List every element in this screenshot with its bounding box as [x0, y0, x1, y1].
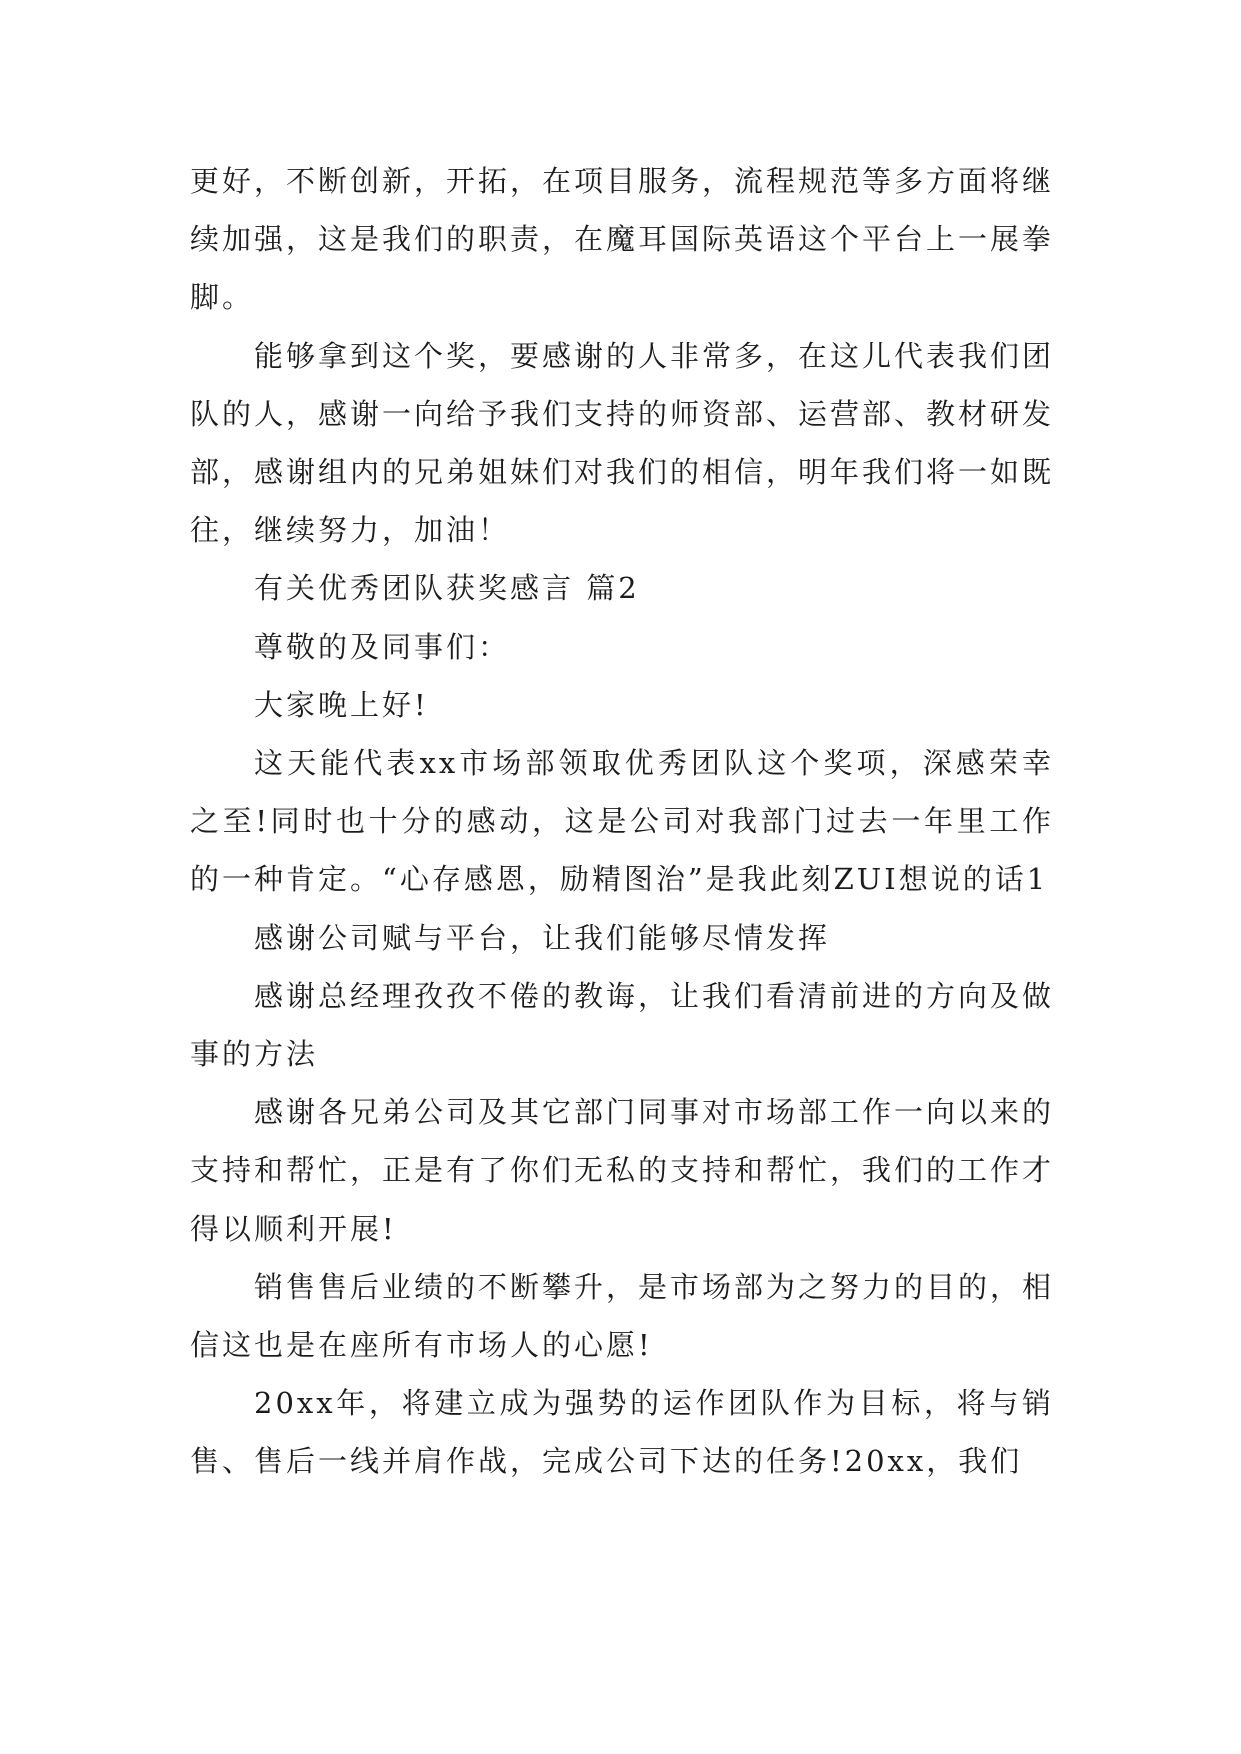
paragraph: 感谢公司赋与平台，让我们能够尽情发挥: [254, 920, 831, 955]
greeting: 大家晚上好!: [254, 687, 429, 722]
salutation: 尊敬的及同事们：: [254, 629, 511, 664]
paragraph: 20xx年，将建立成为强势的运作团队作为目标，将与销售、售后一线并肩作战，完成公司下达的任务!20xx，我们: [190, 1386, 1054, 1479]
section-heading: 有关优秀团队获奖感言 篇2: [254, 571, 640, 606]
paragraph: 更好，不断创新，开拓，在项目服务，流程规范等多方面将继续加强，这是我们的职责，在魔耳国际英语这个平台上一展拳脚。: [190, 164, 1055, 315]
paragraph: 感谢各兄弟公司及其它部门同事对市场部工作一向以来的支持和帮忙，正是有了你们无私的支持和帮忙，我们的工作才得以顺利开展!: [190, 1095, 1055, 1246]
paragraph: 销售售后业绩的不断攀升，是市场部为之努力的目的，相信这也是在座所有市场人的心愿!: [190, 1269, 1055, 1363]
paragraph: 能够拿到这个奖，要感谢的人非常多，在这儿代表我们团队的人，感谢一向给予我们支持的师资部、运营部、教材研发部，感谢组内的兄弟姐妹们对我们的相信，明年我们将一如既往，继续努力，加油！: [190, 338, 1055, 548]
paragraph: 这天能代表xx市场部领取优秀团队这个奖项，深感荣幸之至!同时也十分的感动，这是公司对我部门过去一年里工作的一种肯定。“心存感恩，励精图治”是我此刻ZUI想说的话1: [190, 746, 1054, 897]
document-body: [190, 152, 1054, 1491]
paragraph: 感谢总经理孜孜不倦的教诲，让我们看清前进的方向及做事的方法: [190, 978, 1055, 1072]
